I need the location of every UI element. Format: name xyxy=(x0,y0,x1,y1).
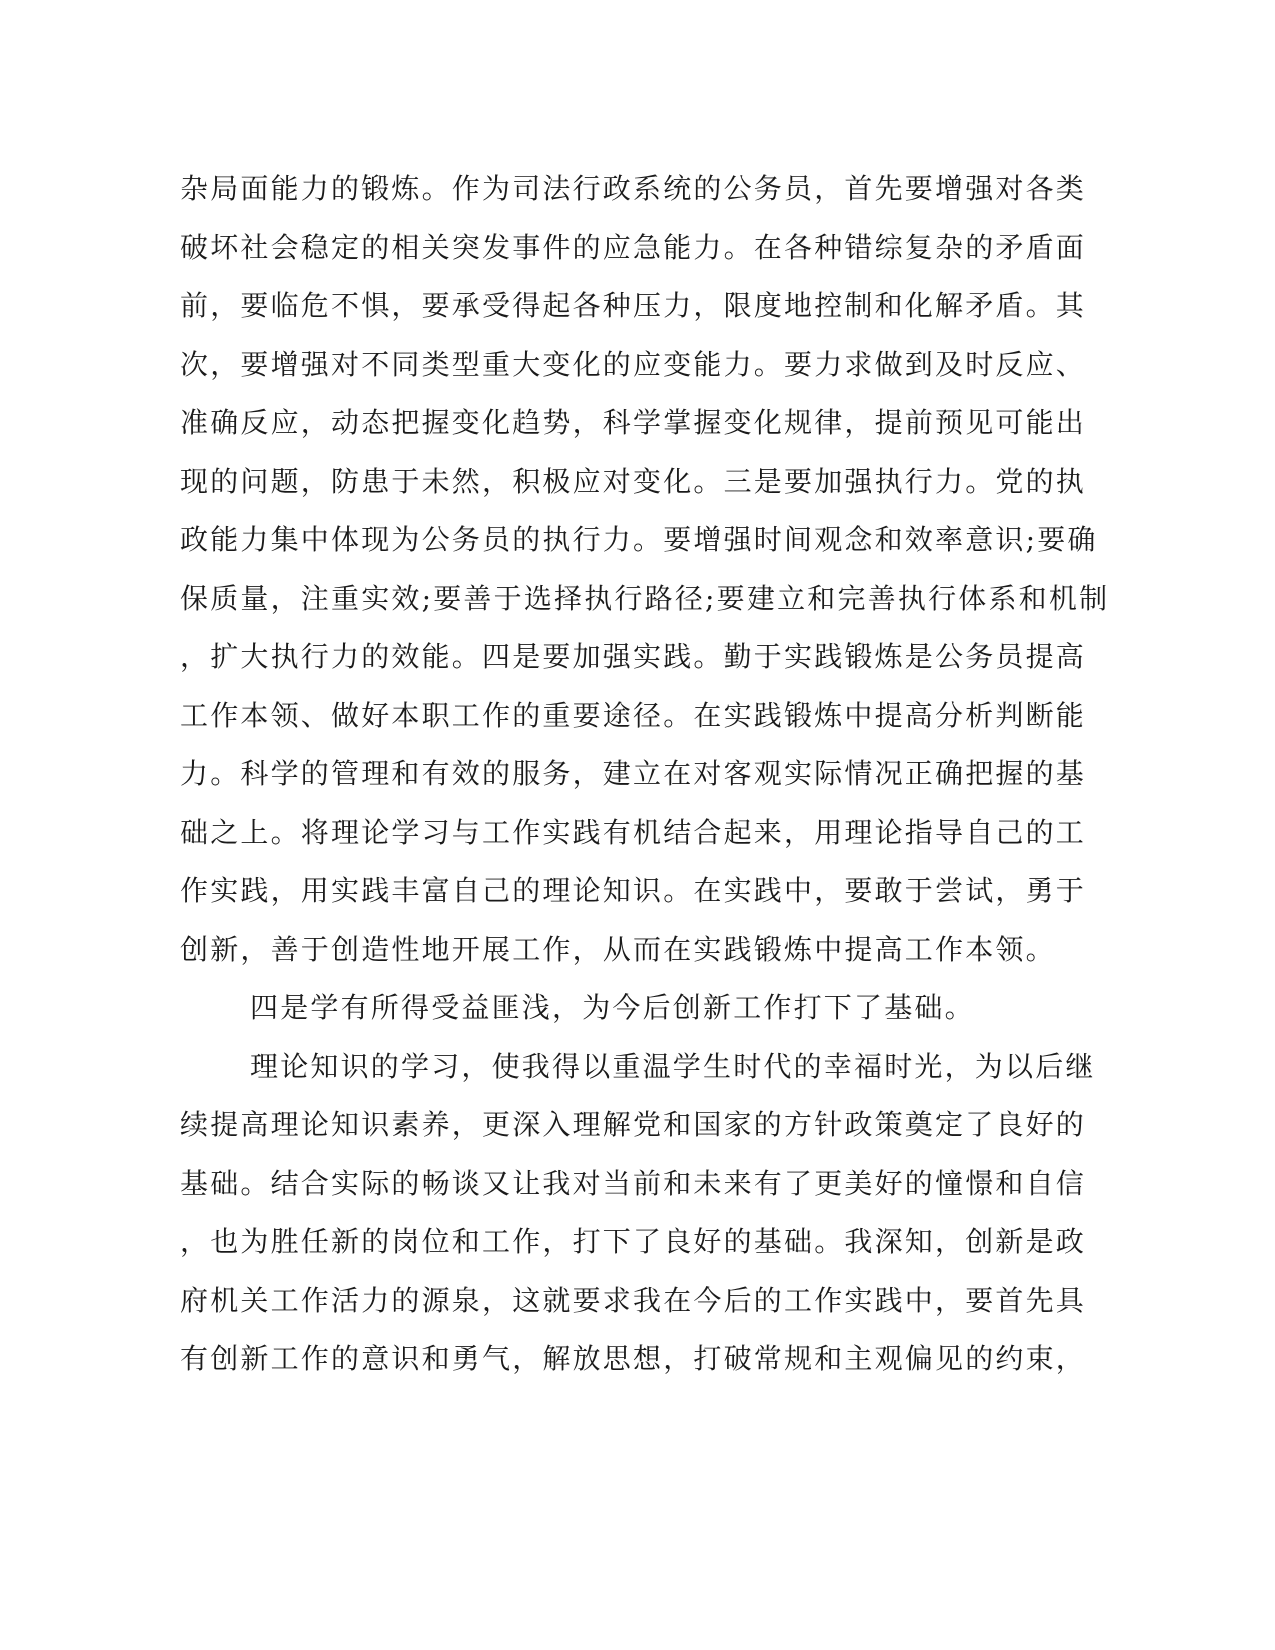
text-line: 府机关工作活力的源泉，这就要求我在今后的工作实践中，要首先具 xyxy=(180,1283,1087,1317)
body-text xyxy=(180,160,1110,1389)
text-line: 工作本领、做好本职工作的重要途径。在实践锻炼中提高分析判断能 xyxy=(180,698,1087,732)
text-line: 力。科学的管理和有效的服务，建立在对客观实际情况正确把握的基 xyxy=(180,757,1087,790)
text-line: 政能力集中体现为公务员的执行力。要增强时间观念和效率意识;要确 xyxy=(180,523,1098,556)
text-line: 创新，善于创造性地开展工作，从而在实践锻炼中提高工作本领。 xyxy=(180,932,1056,966)
section-heading: 四是学有所得受益匪浅，为今后创新工作打下了基础。 xyxy=(250,991,975,1024)
text-line: 保质量，注重实效;要善于选择执行路径;要建立和完善执行体系和机制 xyxy=(180,581,1110,615)
text-line: ，扩大执行力的效能。四是要加强实践。勤于实践锻炼是公务员提高 xyxy=(180,640,1087,673)
text-line: 次，要增强对不同类型重大变化的应变能力。要力求做到及时反应、 xyxy=(180,347,1087,381)
text-line: 杂局面能力的锻炼。作为司法行政系统的公务员，首先要增强对各类 xyxy=(180,172,1087,205)
text-line: 前，要临危不惧，要承受得起各种压力，限度地控制和化解矛盾。其 xyxy=(180,289,1087,322)
text-line: 基础。结合实际的畅谈又让我对当前和未来有了更美好的憧憬和自信 xyxy=(180,1166,1087,1200)
text-line: 有创新工作的意识和勇气，解放思想，打破常规和主观偏见的约束， xyxy=(180,1342,1087,1375)
paragraph-start-line: 理论知识的学习，使我得以重温学生时代的幸福时光，为以后继 xyxy=(250,1049,1096,1083)
text-line: 续提高理论知识素养，更深入理解党和国家的方针政策奠定了良好的 xyxy=(180,1108,1087,1141)
text-line: 础之上。将理论学习与工作实践有机结合起来，用理论指导自己的工 xyxy=(180,815,1087,849)
text-line: 破坏社会稳定的相关突发事件的应急能力。在各种错综复杂的矛盾面 xyxy=(180,230,1087,264)
text-line: 作实践，用实践丰富自己的理论知识。在实践中，要敢于尝试，勇于 xyxy=(180,874,1087,907)
text-line: ，也为胜任新的岗位和工作，打下了良好的基础。我深知，创新是政 xyxy=(180,1225,1087,1258)
text-line: 现的问题，防患于未然，积极应对变化。三是要加强执行力。党的执 xyxy=(180,464,1087,498)
text-line: 准确反应，动态把握变化趋势，科学掌握变化规律，提前预见可能出 xyxy=(180,406,1087,439)
